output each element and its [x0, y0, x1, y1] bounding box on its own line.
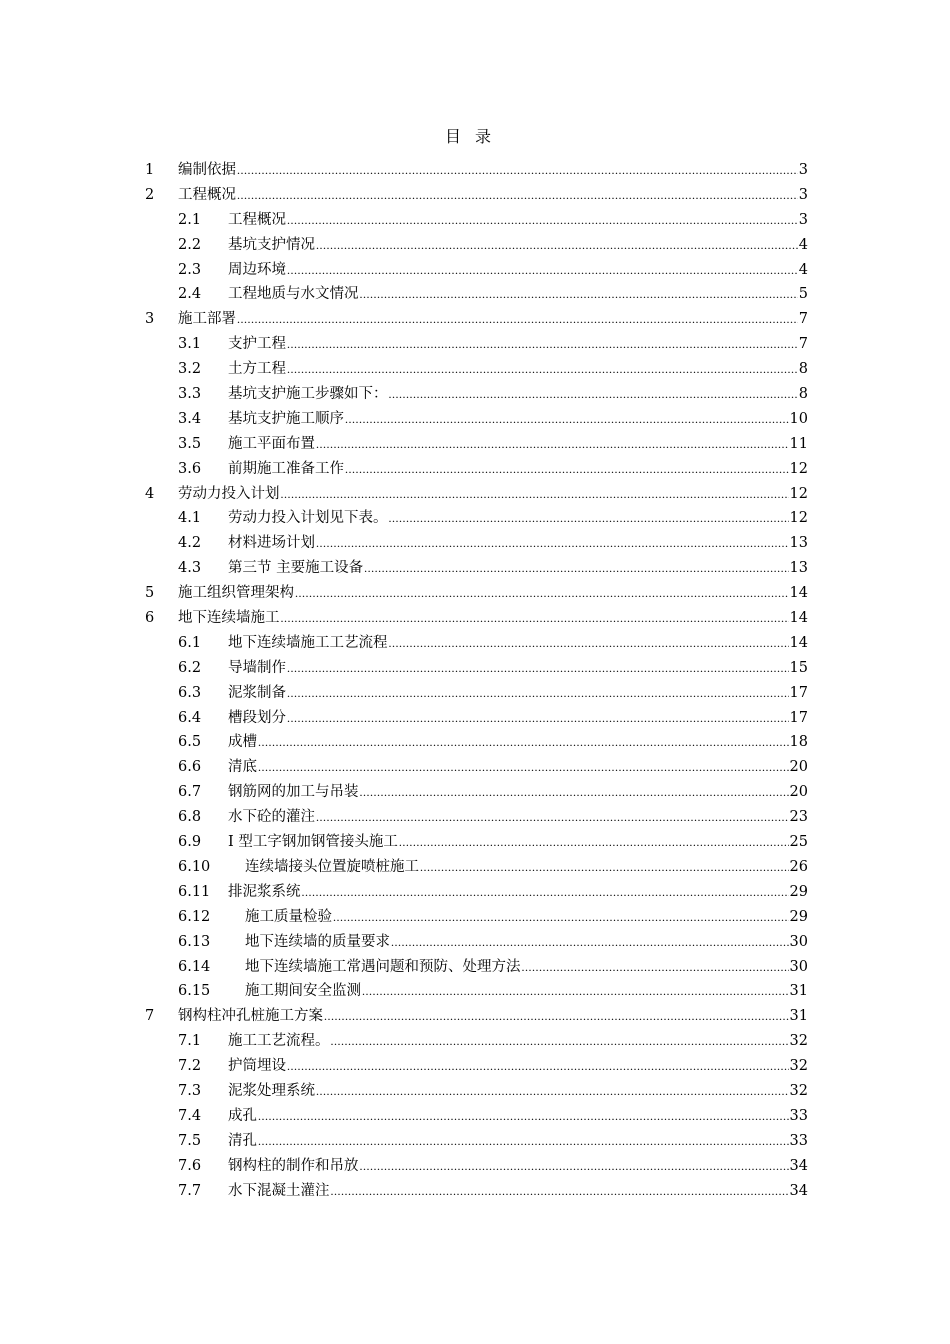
toc-entry-page: 34 — [789, 1182, 808, 1199]
toc-entry-number: 6.10 — [178, 858, 211, 875]
toc-entry-number: 7.4 — [178, 1107, 202, 1124]
toc-entry-line — [228, 533, 808, 553]
toc-entry-title: 土方工程 — [228, 361, 286, 378]
toc-entry-title: 水下砼的灌注 — [228, 809, 315, 826]
toc-entry-line — [178, 583, 808, 603]
toc-entry[interactable] — [145, 631, 808, 656]
toc-dot-leader — [281, 484, 789, 504]
toc-dot-leader — [287, 210, 798, 230]
toc-entry-line — [228, 508, 808, 528]
toc-entry-line — [178, 608, 808, 628]
toc-dot-leader — [522, 957, 789, 977]
toc-entry-page: 4 — [798, 261, 808, 278]
toc-entry-page: 23 — [789, 809, 808, 826]
toc-entry-page: 33 — [789, 1132, 808, 1149]
toc-entry-title: 施工部署 — [178, 311, 236, 328]
toc-entry[interactable] — [145, 706, 808, 731]
toc-entry-number: 6.8 — [178, 809, 202, 826]
toc-dot-leader — [364, 558, 788, 578]
toc-entry-line — [228, 757, 808, 777]
toc-entry-title: 清底 — [228, 759, 257, 776]
toc-entry-title: 成槽 — [228, 734, 257, 751]
toc-entry-title: 工程概况 — [228, 211, 286, 228]
toc-entry-line — [245, 981, 808, 1001]
toc-dot-leader — [281, 608, 789, 628]
toc-entry-number: 4.1 — [178, 510, 202, 527]
toc-entry-page: 8 — [798, 386, 808, 403]
toc-entry-page: 31 — [789, 1008, 808, 1025]
toc-entry[interactable] — [145, 730, 808, 755]
toc-entry[interactable] — [145, 880, 808, 905]
toc-entry[interactable] — [145, 531, 808, 556]
toc-dot-leader — [287, 260, 798, 280]
toc-entry-number: 6.9 — [178, 834, 202, 851]
toc-entry-line — [228, 210, 808, 230]
toc-entry-page: 30 — [789, 933, 808, 950]
toc-entry[interactable] — [145, 208, 808, 233]
toc-entry[interactable] — [145, 1004, 808, 1029]
toc-entry-title: 钢构柱的制作和吊放 — [228, 1157, 359, 1174]
toc-entry-title: 地下连续墙施工工艺流程 — [228, 634, 388, 651]
toc-dot-leader — [362, 981, 789, 1001]
toc-entry[interactable] — [145, 681, 808, 706]
toc-entry-page: 32 — [789, 1033, 808, 1050]
toc-dot-leader — [258, 1106, 789, 1126]
toc-entry-line — [178, 160, 808, 180]
toc-entry-title: 编制依据 — [178, 162, 236, 178]
toc-entry-page: 15 — [789, 659, 808, 676]
toc-dot-leader — [345, 409, 789, 429]
toc-entry[interactable] — [145, 233, 808, 258]
toc-entry-title: 基坑支护情况 — [228, 236, 315, 253]
toc-dot-leader — [399, 832, 789, 852]
toc-entry[interactable] — [145, 1054, 808, 1079]
toc-entry-line — [228, 235, 808, 255]
toc-entry-number: 6.12 — [178, 908, 211, 925]
toc-entry[interactable] — [145, 1129, 808, 1154]
toc-entry-number: 3.4 — [178, 410, 202, 427]
toc-dot-leader — [345, 459, 789, 479]
toc-entry[interactable] — [145, 158, 808, 183]
toc-entry-page: 12 — [789, 460, 808, 477]
toc-dot-leader — [420, 857, 789, 877]
toc-entry-line — [228, 359, 808, 379]
toc-entry[interactable] — [145, 1079, 808, 1104]
toc-entry[interactable] — [145, 1179, 808, 1204]
toc-entry[interactable] — [145, 282, 808, 307]
toc-entry-line — [228, 284, 808, 304]
toc-entry-line — [245, 957, 808, 977]
toc-entry-page: 13 — [789, 560, 808, 577]
toc-entry-title: 地下连续墙施工 — [178, 610, 280, 627]
toc-entry[interactable] — [145, 1154, 808, 1179]
toc-entry-line — [228, 1181, 808, 1201]
toc-entry-page: 3 — [798, 211, 808, 228]
toc-entry-page: 7 — [798, 311, 808, 328]
toc-dot-leader — [389, 633, 789, 653]
toc-entry-title: 泥浆处理系统 — [228, 1082, 315, 1099]
toc-entry[interactable] — [145, 955, 808, 980]
toc-entry-line — [228, 459, 808, 479]
toc-dot-leader — [391, 932, 789, 952]
toc-entry-number: 6.15 — [178, 983, 211, 1000]
toc-entry-page: 14 — [789, 634, 808, 651]
toc-dot-leader — [295, 583, 789, 603]
toc-dot-leader — [287, 359, 798, 379]
toc-entry-line — [228, 334, 808, 354]
toc-entry-line — [245, 907, 808, 927]
toc-entry-number: 6.6 — [178, 759, 202, 776]
toc-entry-page: 18 — [789, 734, 808, 751]
toc-entry-page: 29 — [789, 883, 808, 900]
toc-entry-line — [178, 484, 808, 504]
toc-entry-page: 3 — [798, 186, 808, 203]
toc-entry-line — [245, 932, 808, 952]
toc-entry[interactable] — [145, 855, 808, 880]
toc-dot-leader — [237, 160, 798, 180]
toc-entry-page: 31 — [789, 983, 808, 1000]
toc-entry-title: 泥浆制备 — [228, 684, 286, 701]
toc-entry[interactable] — [145, 382, 808, 407]
toc-entry-title: 工程概况 — [178, 186, 236, 203]
toc-entry-number: 3.5 — [178, 435, 202, 452]
toc-entry-page: 32 — [789, 1058, 808, 1075]
toc-entry[interactable] — [145, 1104, 808, 1129]
toc-entry[interactable] — [145, 581, 808, 606]
toc-entry-line — [228, 260, 808, 280]
toc-entry-page: 12 — [789, 485, 808, 502]
toc-entry[interactable] — [145, 307, 808, 332]
toc-entry-title: 导墙制作 — [228, 659, 286, 676]
table-of-contents — [145, 158, 808, 1203]
toc-entry-line — [228, 1081, 808, 1101]
toc-dot-leader — [316, 235, 798, 255]
toc-entry-number: 6.4 — [178, 709, 202, 726]
toc-entry-page: 33 — [789, 1107, 808, 1124]
toc-entry-line — [228, 782, 808, 802]
toc-dot-leader — [360, 284, 798, 304]
toc-dot-leader — [302, 882, 789, 902]
toc-entry-line — [228, 807, 808, 827]
toc-entry-page: 17 — [789, 709, 808, 726]
toc-entry-title: 成孔 — [228, 1107, 257, 1124]
toc-entry-title: 施工组织管理架构 — [178, 585, 294, 602]
toc-entry-number: 1 — [145, 162, 155, 178]
toc-entry-page: 4 — [798, 236, 808, 253]
toc-dot-leader — [287, 683, 789, 703]
toc-entry-line — [228, 832, 808, 852]
toc-entry-page: 26 — [789, 858, 808, 875]
toc-dot-leader — [258, 732, 789, 752]
toc-entry-page: 14 — [789, 610, 808, 627]
toc-dot-leader — [360, 782, 789, 802]
toc-entry-title: 槽段划分 — [228, 709, 286, 726]
toc-entry-title: 周边环境 — [228, 261, 286, 278]
toc-entry-line — [178, 185, 808, 205]
toc-entry[interactable] — [145, 332, 808, 357]
toc-dot-leader — [287, 708, 789, 728]
toc-entry-title: 连续墙接头位置旋喷桩施工 — [245, 858, 419, 875]
toc-entry-line — [228, 683, 808, 703]
toc-entry-page: 7 — [798, 336, 808, 353]
toc-entry-number: 4.3 — [178, 560, 202, 577]
toc-entry[interactable] — [145, 556, 808, 581]
toc-entry-number: 6.1 — [178, 634, 202, 651]
toc-entry-title: 施工平面布置 — [228, 435, 315, 452]
toc-entry[interactable] — [145, 183, 808, 208]
toc-entry-title: 钢筋网的加工与吊装 — [228, 784, 359, 801]
toc-dot-leader — [237, 309, 798, 329]
toc-entry-title: 地下连续墙施工常遇问题和预防、处理方法 — [245, 958, 521, 975]
toc-entry-page: 12 — [789, 510, 808, 527]
toc-entry-number: 6.13 — [178, 933, 211, 950]
toc-entry-number: 6.14 — [178, 958, 211, 975]
toc-entry-line — [228, 1031, 808, 1051]
toc-dot-leader — [389, 508, 789, 528]
toc-entry[interactable] — [145, 482, 808, 507]
toc-entry-page: 3 — [798, 162, 808, 178]
toc-entry-number: 7.5 — [178, 1132, 202, 1149]
toc-entry-page: 34 — [789, 1157, 808, 1174]
toc-entry-line — [228, 558, 808, 578]
toc-entry-line — [228, 1131, 808, 1151]
toc-entry-number: 7.1 — [178, 1033, 202, 1050]
toc-title: 目录 — [444, 127, 505, 146]
toc-entry[interactable] — [145, 1029, 808, 1054]
toc-entry-page: 25 — [789, 834, 808, 851]
toc-entry-line — [228, 1156, 808, 1176]
toc-entry-number: 2.2 — [178, 236, 202, 253]
toc-entry-line — [228, 1056, 808, 1076]
toc-entry-number: 3 — [145, 311, 155, 328]
toc-entry-line — [228, 384, 808, 404]
toc-entry-number: 7 — [145, 1008, 155, 1025]
toc-entry-page: 29 — [789, 908, 808, 925]
toc-entry[interactable] — [145, 905, 808, 930]
toc-entry[interactable] — [145, 780, 808, 805]
toc-entry-line — [228, 708, 808, 728]
toc-dot-leader — [331, 1181, 789, 1201]
toc-dot-leader — [287, 1056, 789, 1076]
toc-entry-title: 工程地质与水文情况 — [228, 286, 359, 303]
toc-entry-title: 施工期间安全监测 — [245, 983, 361, 1000]
toc-entry-title: 施工质量检验 — [245, 908, 332, 925]
toc-entry-page: 13 — [789, 535, 808, 552]
toc-entry-number: 6 — [145, 610, 155, 627]
toc-entry-title: 基坑支护施工步骤如下： — [228, 386, 388, 403]
toc-entry-number: 7.3 — [178, 1082, 202, 1099]
toc-entry-page: 8 — [798, 361, 808, 378]
toc-dot-leader — [316, 1081, 789, 1101]
toc-entry[interactable] — [145, 357, 808, 382]
toc-entry-title: 护筒埋设 — [228, 1058, 286, 1075]
toc-dot-leader — [237, 185, 798, 205]
toc-dot-leader — [316, 533, 789, 553]
toc-entry[interactable] — [145, 805, 808, 830]
toc-entry-number: 4 — [145, 485, 155, 502]
toc-entry-page: 32 — [789, 1082, 808, 1099]
toc-entry-title: 材料进场计划 — [228, 535, 315, 552]
toc-entry[interactable] — [145, 407, 808, 432]
toc-entry-title: 施工工艺流程。 — [228, 1033, 330, 1050]
toc-entry-line — [178, 309, 808, 329]
toc-entry-line — [228, 1106, 808, 1126]
toc-entry[interactable] — [145, 506, 808, 531]
toc-entry-line — [228, 434, 808, 454]
toc-entry-page: 17 — [789, 684, 808, 701]
toc-entry[interactable] — [145, 755, 808, 780]
toc-entry-page: 10 — [789, 410, 808, 427]
toc-entry-number: 6.11 — [178, 883, 211, 900]
toc-dot-leader — [258, 757, 789, 777]
toc-entry-line — [228, 882, 808, 902]
toc-entry-number: 7.7 — [178, 1182, 202, 1199]
toc-dot-leader — [258, 1131, 789, 1151]
toc-entry-number: 6.5 — [178, 734, 202, 751]
toc-entry-number: 2.4 — [178, 286, 202, 303]
toc-entry-number: 2.1 — [178, 211, 202, 228]
toc-entry-number: 2 — [145, 186, 155, 203]
toc-entry-title: I 型工字钢加钢管接头施工 — [228, 834, 398, 851]
toc-dot-leader — [316, 807, 789, 827]
toc-entry[interactable] — [145, 656, 808, 681]
toc-entry-title: 前期施工准备工作 — [228, 460, 344, 477]
toc-entry[interactable] — [145, 258, 808, 283]
toc-entry-title: 劳动力投入计划见下表。 — [228, 510, 388, 527]
toc-entry-page: 14 — [789, 585, 808, 602]
toc-entry-number: 3.3 — [178, 386, 202, 403]
toc-entry-number: 6.7 — [178, 784, 202, 801]
toc-entry[interactable] — [145, 606, 808, 631]
toc-entry-number: 2.3 — [178, 261, 202, 278]
toc-entry[interactable] — [145, 457, 808, 482]
toc-entry-number: 3.6 — [178, 460, 202, 477]
toc-entry-page: 11 — [789, 435, 808, 452]
toc-entry-title: 排泥浆系统 — [228, 883, 301, 900]
toc-entry-title: 水下混凝土灌注 — [228, 1182, 330, 1199]
toc-dot-leader — [287, 658, 789, 678]
toc-dot-leader — [287, 334, 798, 354]
toc-entry-number: 6.3 — [178, 684, 202, 701]
toc-dot-leader — [316, 434, 789, 454]
toc-entry-title: 劳动力投入计划 — [178, 485, 280, 502]
toc-entry-title: 钢构柱冲孔桩施工方案 — [178, 1008, 323, 1025]
toc-entry-page: 5 — [798, 286, 808, 303]
toc-entry-number: 4.2 — [178, 535, 202, 552]
toc-entry-title: 支护工程 — [228, 336, 286, 353]
toc-entry-number: 5 — [145, 585, 155, 602]
toc-entry-title: 第三节 主要施工设备 — [228, 560, 364, 577]
toc-entry-page: 30 — [789, 958, 808, 975]
toc-entry[interactable] — [145, 930, 808, 955]
toc-entry-line — [178, 1006, 808, 1026]
toc-dot-leader — [360, 1156, 789, 1176]
toc-entry-title: 清孔 — [228, 1132, 257, 1149]
toc-entry-number: 6.2 — [178, 659, 202, 676]
toc-entry[interactable] — [145, 432, 808, 457]
toc-entry-number: 7.2 — [178, 1058, 202, 1075]
toc-entry-title: 基坑支护施工顺序 — [228, 410, 344, 427]
toc-entry[interactable] — [145, 979, 808, 1004]
toc-dot-leader — [324, 1006, 789, 1026]
toc-entry-page: 20 — [789, 759, 808, 776]
toc-entry[interactable] — [145, 830, 808, 855]
toc-dot-leader — [333, 907, 789, 927]
toc-dot-leader — [331, 1031, 789, 1051]
toc-entry-title: 地下连续墙的质量要求 — [245, 933, 390, 950]
toc-entry-line — [245, 857, 808, 877]
toc-entry-number: 3.1 — [178, 336, 202, 353]
toc-entry-number: 7.6 — [178, 1157, 202, 1174]
toc-entry-line — [228, 658, 808, 678]
toc-dot-leader — [389, 384, 798, 404]
toc-entry-line — [228, 633, 808, 653]
toc-entry-line — [228, 732, 808, 752]
toc-entry-line — [228, 409, 808, 429]
toc-entry-number: 3.2 — [178, 361, 202, 378]
toc-entry-page: 20 — [789, 784, 808, 801]
